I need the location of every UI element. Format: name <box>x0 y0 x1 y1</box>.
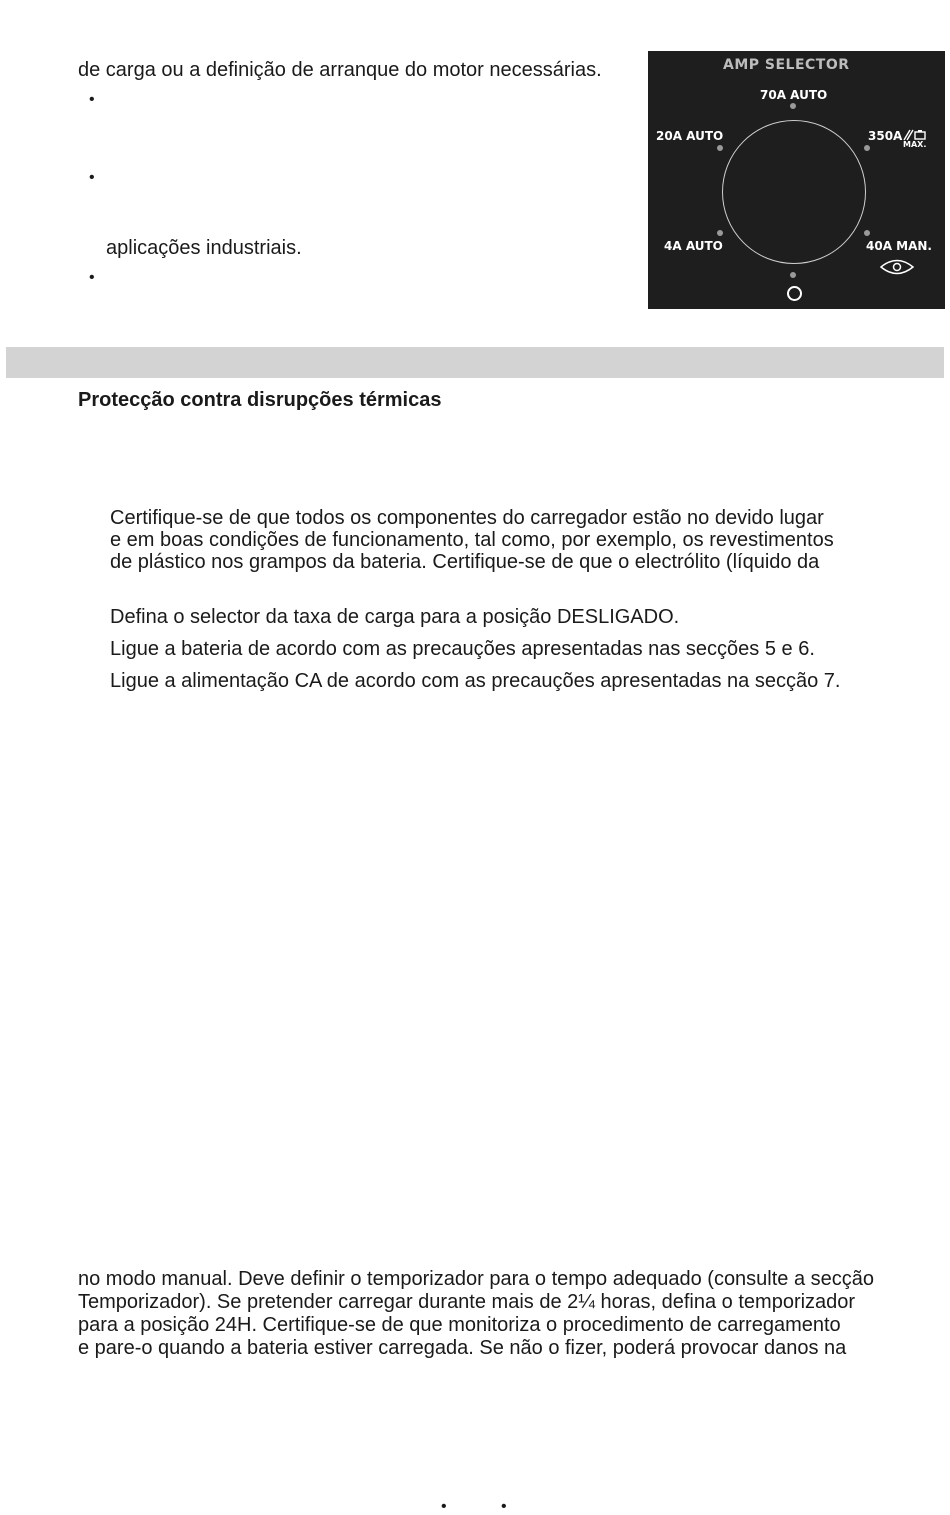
paragraph-line: Certifique-se de que todos os componentes do carregador estão no devido lugar <box>110 507 824 529</box>
paragraph-line: e em boas condições de funcionamento, tal como, por exemplo, os revestimentos <box>110 529 834 551</box>
position-dot <box>717 230 723 236</box>
selector-dial[interactable] <box>722 120 866 264</box>
position-dot <box>864 145 870 151</box>
step-line: Ligue a bateria de acordo com as precauções apresentadas nas secções 5 e 6. <box>110 638 815 660</box>
paragraph-line: Temporizador). Se pretender carregar durante mais de 2¼ horas, defina o temporizador <box>78 1291 856 1313</box>
position-dot <box>790 272 796 278</box>
footer-dot: • <box>501 1498 507 1515</box>
position-dot <box>864 230 870 236</box>
position-dot <box>790 103 796 109</box>
step-line: Defina o selector da taxa de carga para a posição DESLIGADO. <box>110 606 680 628</box>
position-label-70a: 70A AUTO <box>760 88 828 102</box>
paragraph-line: no modo manual. Deve definir o temporizador para o tempo adequado (consulte a secção <box>78 1268 875 1290</box>
off-ring-icon <box>787 286 802 301</box>
section-header-band <box>6 347 944 378</box>
intro-line: de carga ou a definição de arranque do motor necessárias. <box>78 59 602 81</box>
paragraph-line: e pare-o quando a bateria estiver carregada. Se não o fizer, poderá provocar danos na <box>78 1337 847 1359</box>
bullet: • <box>89 269 95 286</box>
position-dot <box>717 145 723 151</box>
section-heading: Protecção contra disrupções térmicas <box>78 389 442 411</box>
position-label-40a: 40A MAN. <box>866 239 932 253</box>
position-label-20a: 20A AUTO <box>656 129 724 143</box>
eye-icon <box>880 258 914 276</box>
position-label-4a: 4A AUTO <box>664 239 723 253</box>
position-label-350a: 350A <box>868 129 903 143</box>
bullet: • <box>89 169 95 186</box>
bullet: • <box>89 91 95 108</box>
amp-selector-panel <box>648 51 945 309</box>
paragraph-line: para a posição 24H. Certifique-se de que monitoriza o procedimento de carregamento <box>78 1314 841 1336</box>
amp-selector-title: AMP SELECTOR <box>723 57 850 73</box>
step-line: Ligue a alimentação CA de acordo com as precauções apresentadas na secção 7. <box>110 670 841 692</box>
intro-indent-line: aplicações industriais. <box>106 237 302 259</box>
footer-dot: • <box>441 1498 447 1515</box>
max-label: MAX. <box>903 140 927 149</box>
paragraph-line: de plástico nos grampos da bateria. Certifique-se de que o electrólito (líquido da <box>110 551 820 573</box>
